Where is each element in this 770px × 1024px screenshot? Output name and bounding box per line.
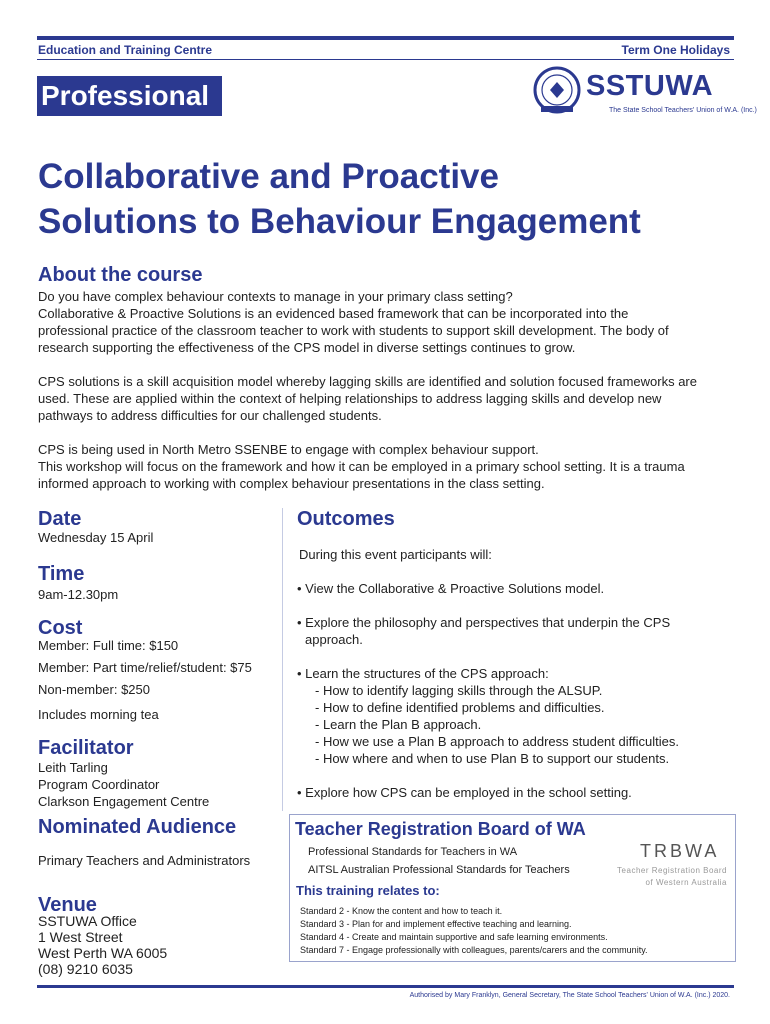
- date-heading: Date: [38, 508, 82, 530]
- trbwa-line-2: AITSL Australian Professional Standards for Teachers: [308, 864, 570, 876]
- outcomes-heading: Outcomes: [297, 508, 395, 530]
- standard-item: Standard 2 - Know the content and how to teach it.: [300, 906, 503, 916]
- footer-credit: Authorised by Mary Franklyn, General Secretary, The State School Teachers' Union of W.A. (Inc.) 2020.: [409, 992, 730, 999]
- cost-heading: Cost: [38, 617, 83, 639]
- cost-item: Non-member: $250: [38, 682, 150, 697]
- page-title: [38, 154, 641, 244]
- footer-rule: [37, 985, 734, 988]
- cost-item: Includes morning tea: [38, 707, 159, 722]
- trbwa-logo-sub-2: of Western Australia: [645, 878, 727, 887]
- about-paragraph-2: CPS solutions is a skill acquisition model whereby lagging skills are identified and solution focused frameworks are used. These are applied within the context of helping relationships to address lagging skills and develop new pathways to address difficulties for our challenged students.: [38, 374, 697, 423]
- outcome-item: • View the Collaborative & Proactive Solutions model.: [297, 581, 605, 596]
- sstuwa-emblem-icon: [532, 60, 582, 120]
- trbwa-heading: Teacher Registration Board of WA: [295, 819, 586, 839]
- standard-item: Standard 4 - Create and maintain supportive and safe learning environments.: [300, 932, 608, 942]
- date-value: Wednesday 15 April: [38, 530, 154, 545]
- trbwa-box: [289, 814, 736, 962]
- facilitator-heading: Facilitator: [38, 737, 134, 759]
- facilitator-info: Leith Tarling Program Coordinator Clarkson Engagement Centre: [38, 760, 210, 809]
- header-right-label: Term One Holidays: [621, 43, 730, 57]
- about-heading: About the course: [38, 264, 203, 286]
- trbwa-standards: [300, 905, 648, 957]
- outcomes-intro: During this event participants will:: [299, 547, 492, 562]
- sstuwa-tagline: The State School Teachers' Union of W.A. (Inc.): [609, 107, 757, 114]
- venue-address: SSTUWA Office 1 West Street West Perth WA 6005 (08) 9210 6035: [38, 913, 168, 977]
- about-paragraph-3: CPS is being used in North Metro SSENBE to engage with complex behaviour support. This workshop will focus on the framework and how it can be employed in a primary school setting. It is a trauma informed approach to working with complex behaviour presentations in the class setting.: [38, 442, 685, 491]
- cost-item: Member: Full time: $150: [38, 638, 179, 653]
- audience-value: Primary Teachers and Administrators: [38, 853, 251, 868]
- venue-heading: Venue: [38, 894, 97, 916]
- standard-item: Standard 3 - Plan for and implement effective teaching and learning.: [300, 919, 572, 929]
- professional-banner: Professional: [37, 76, 222, 116]
- title-line-1: Collaborative and Proactive: [38, 157, 499, 196]
- outcome-item: • Explore the philosophy and perspectives that underpin the CPS approach.: [297, 615, 671, 647]
- title-line-2: Solutions to Behaviour Engagement: [38, 202, 641, 241]
- sstuwa-logo: [532, 60, 757, 120]
- top-rule: [37, 36, 734, 40]
- outcome-item: • Learn the structures of the CPS approach: - How to identify lagging skills through the ALSUP. - How to define identified problems and difficulties. - Learn the Plan B approach. - How we use a Plan B approach to address student difficulties. - How where and when to use Plan B to support our students.: [297, 666, 679, 766]
- outcome-item: • Explore how CPS can be employed in the school setting.: [297, 785, 632, 800]
- sstuwa-wordmark: SSTUWA: [586, 70, 714, 102]
- column-divider: [282, 508, 283, 811]
- time-heading: Time: [38, 563, 85, 585]
- trbwa-line-1: Professional Standards for Teachers in WA: [308, 846, 518, 858]
- about-paragraph-1: Do you have complex behaviour contexts to manage in your primary class setting? Collaborative & Proactive Solutions is an evidenced based framework that can be incorporated into the professional practice of the classroom teacher to work with students to support skill development. The body of research supporting the effectiveness of the CPS model in diverse settings continues to grow.: [38, 289, 669, 355]
- header-left-label: Education and Training Centre: [38, 43, 213, 57]
- standard-item: Standard 7 - Engage professionally with colleagues, parents/carers and the community.: [300, 945, 648, 955]
- cost-item: Member: Part time/relief/student: $75: [38, 660, 252, 675]
- trbwa-relates: This training relates to:: [296, 883, 440, 898]
- trbwa-logo: TRBWA: [640, 841, 720, 861]
- about-body: [38, 288, 738, 509]
- time-value: 9am-12.30pm: [38, 587, 119, 602]
- audience-heading: Nominated Audience: [38, 816, 237, 838]
- trbwa-logo-sub-1: Teacher Registration Board: [617, 866, 727, 875]
